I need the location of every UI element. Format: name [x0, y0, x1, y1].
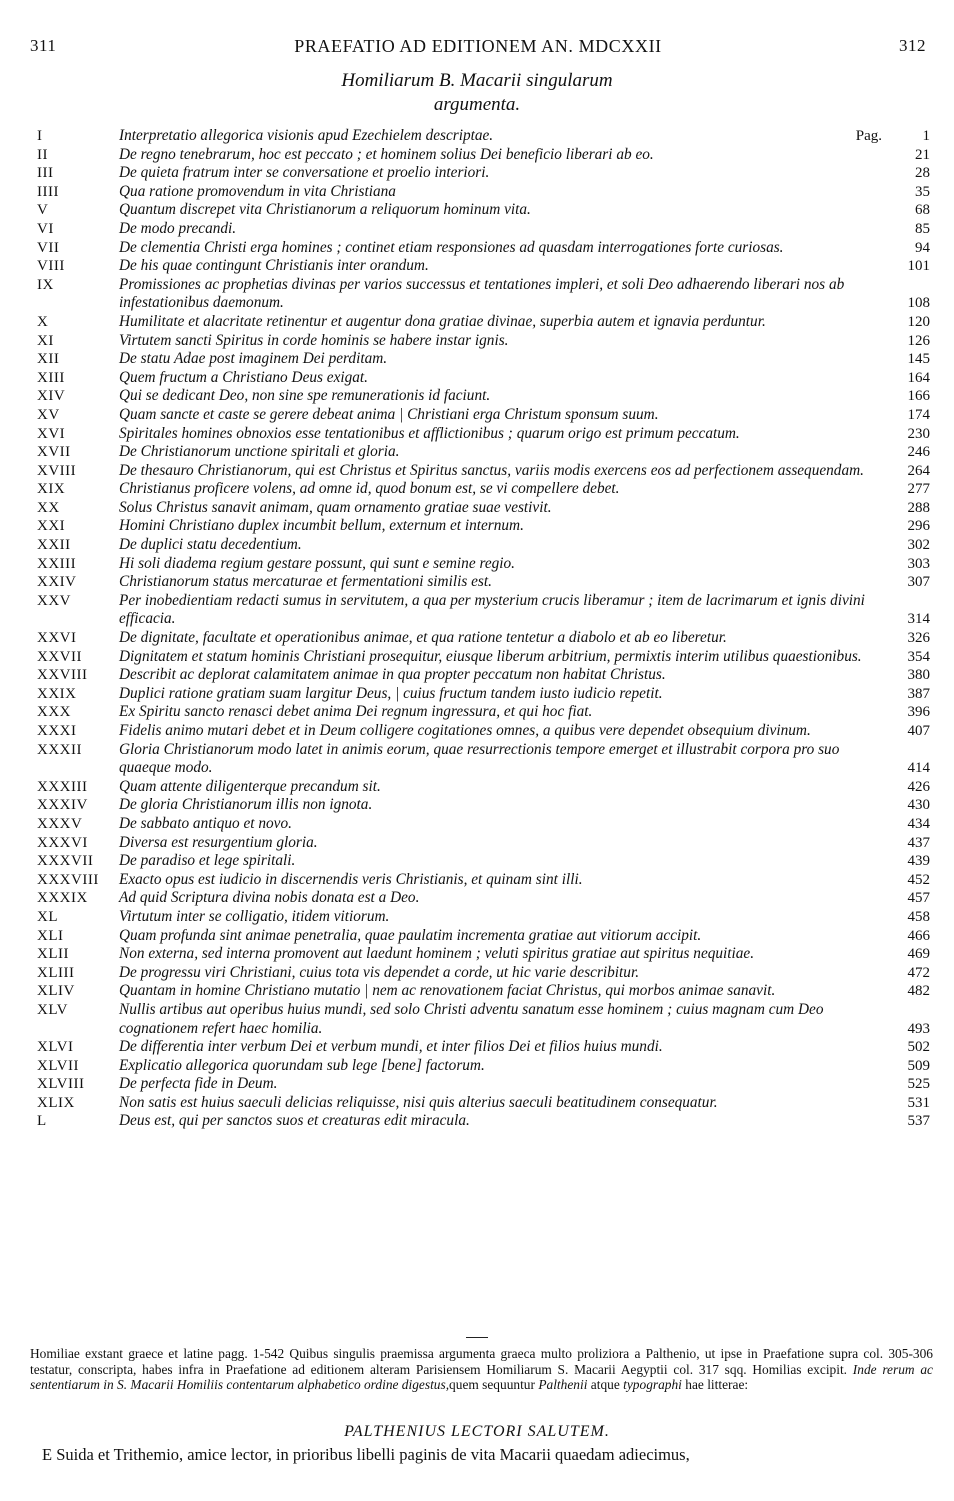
toc-entry: [37, 592, 930, 629]
page-reference: 430: [907, 797, 930, 814]
homily-number: XVI: [37, 425, 66, 442]
homily-number: XLIV: [37, 983, 75, 1000]
homily-summary: Diversa est resurgentium gloria.: [119, 833, 318, 851]
page-reference: 302: [907, 537, 930, 554]
page-reference: 414: [907, 760, 930, 777]
homily-summary: Homini Christiano duplex incumbit bellum, externum et internum.: [119, 517, 524, 535]
page-reference: 174: [907, 406, 930, 423]
homily-number: III: [37, 165, 54, 182]
page-reference: 354: [907, 648, 930, 665]
toc-entry: [37, 332, 930, 351]
homily-number: XLIX: [37, 1094, 75, 1111]
note-italic-2: Palthenii: [538, 1377, 588, 1393]
note-text-4: hae litterae:: [685, 1377, 749, 1393]
homily-number: X: [37, 313, 49, 330]
homily-number: I: [37, 128, 43, 144]
page-reference: 246: [907, 444, 930, 461]
toc-entry: [37, 666, 930, 685]
homily-summary: Quam sancte et caste se gerere debeat anima | Christiani erga Christum sponsum suum.: [119, 405, 659, 423]
homily-number: V: [37, 202, 49, 219]
homily-summary: Non satis est huius saeculi delicias reliquisse, nisi quis alterius saeculi beatitudinem consequatur.: [119, 1093, 718, 1111]
homily-summary: Qui se dedicant Deo, non sine spe remunerationis id faciunt.: [119, 387, 491, 405]
homily-number: XIV: [37, 388, 66, 405]
page-reference: 537: [907, 1113, 930, 1130]
homily-summary: Christianorum status mercaturae et fermentationi similis est.: [119, 573, 492, 591]
homily-number: XVII: [37, 444, 71, 461]
toc-entry: [37, 499, 930, 518]
toc-entry: [37, 462, 930, 481]
page-reference: 407: [907, 723, 930, 739]
homily-summary: De quieta fratrum inter se conversatione et proelio interiori.: [119, 164, 490, 182]
homily-number: XXXII: [37, 741, 82, 758]
homily-number: XLVII: [37, 1057, 79, 1074]
toc-entry: [37, 164, 930, 183]
homily-summary: De paradiso et lege spiritali.: [119, 852, 296, 870]
page-reference: 396: [907, 704, 930, 721]
toc-entry: [37, 573, 930, 592]
toc-entry: [37, 908, 930, 927]
homily-number: XXX: [37, 704, 71, 721]
toc-entry: [37, 1112, 930, 1131]
page-reference: 277: [907, 481, 930, 498]
toc-entry: [37, 815, 930, 834]
page-reference: 166: [907, 388, 930, 405]
homily-number: XXXIX: [37, 890, 88, 907]
homily-summary: Qua ratione promovendum in vita Christiana: [119, 182, 396, 200]
homily-summary: Promissiones ac prophetias divinas per varios successus et tentationes impleri, et soli Deo adhaerendo liberari nos ab infestationibus daemonum.: [119, 275, 845, 312]
body-text-line: E Suida et Trithemio, amice lector, in prioribus libelli paginis de vita Macarii quaedam adiecimus,: [42, 1445, 690, 1464]
toc-entry: [37, 1057, 930, 1076]
note-text: Homiliae exstant graece et latine pagg. 1-542 Quibus singulis praemissa argumenta graeca multo proliziora a Palthenio, ut ipse in Praefatione supra col. 305-306 testatur, conscripta, habes infra in Praefatione ad editionem alteram Parisiensem Homiliarum S. Macarii Aegyptii col. 317 sqq. Homilias excipit.: [30, 1346, 933, 1377]
page-reference: 35: [915, 183, 930, 200]
page-reference: 466: [907, 927, 930, 944]
toc-entry: [37, 1038, 930, 1057]
page-number-left: 311: [30, 36, 57, 55]
homily-summary: Exacto opus est iudicio in discernendis veris Christianis, et quinam sint illi.: [119, 870, 583, 888]
homily-number: XXII: [37, 537, 71, 554]
page-reference: 452: [907, 871, 930, 888]
homily-number: XXVII: [37, 648, 82, 665]
homily-summary: De perfecta fide in Deum.: [119, 1075, 278, 1093]
toc-entry: [37, 276, 930, 313]
toc-entry: [37, 443, 930, 462]
homily-number: XVIII: [37, 462, 77, 479]
page-reference: 387: [907, 685, 930, 702]
toc-entry: [37, 127, 930, 146]
homily-summary: Describit ac deplorat calamitatem animae in qua propter peccatum non habitat Christus.: [119, 666, 666, 684]
homily-number: IX: [37, 276, 54, 293]
page-reference: 509: [907, 1057, 930, 1074]
homily-summary: De dignitate, facultate et operationibus animae, et qua ratione tentetur a diabolo et ab eo liberetur.: [119, 629, 727, 647]
homily-number: XXXV: [37, 815, 83, 832]
toc-entry: [37, 871, 930, 890]
separator-rule: [466, 1337, 488, 1338]
toc-entry: [37, 406, 930, 425]
homily-number: XIII: [37, 369, 65, 386]
homily-number: VIII: [37, 258, 65, 275]
page-reference: 1: [922, 128, 930, 144]
note-italic-3: typographi: [623, 1377, 682, 1393]
toc-entry: [37, 927, 930, 946]
toc-entry: [37, 239, 930, 258]
homily-summary: Quam profunda sint animae penetralia, quae paulatim incrementa gratiae aut vitiorum accipit.: [119, 926, 702, 944]
homily-summary: De gloria Christianorum illis non ignota.: [119, 796, 373, 814]
homily-summary: Explicatio allegorica quorundam sub lege [bene] factorum.: [119, 1056, 485, 1074]
toc-entry: [37, 796, 930, 815]
note-text-3: atque: [590, 1377, 620, 1393]
page-reference: 264: [907, 462, 930, 479]
page-reference: 380: [907, 667, 930, 684]
homily-summary: Virtutum inter se colligatio, itidem vitiorum.: [119, 907, 390, 925]
page-reference: 434: [907, 815, 930, 832]
page-reference: 230: [907, 425, 930, 442]
homily-summary: De modo precandi.: [119, 219, 237, 237]
toc-entry: [37, 183, 930, 202]
homily-number: II: [37, 146, 48, 163]
homily-number: XXXVI: [37, 834, 88, 851]
homily-number: XLV: [37, 1001, 68, 1018]
homily-number: XXXVII: [37, 853, 94, 870]
toc-entry: [37, 741, 930, 778]
editorial-note: [30, 1346, 933, 1393]
page-reference: 502: [907, 1039, 930, 1056]
homily-summary: Nullis artibus aut operibus huius mundi, sed solo Christi adventu sanatum esse hominem ; cuius magnam cum Deo cognationem refert haec homilia.: [119, 1000, 824, 1037]
toc-entry: [37, 1001, 930, 1038]
section-title: [0, 69, 954, 117]
toc-entry: [37, 387, 930, 406]
homily-summary: De duplici statu decedentium.: [119, 536, 302, 554]
homily-number: IIII: [37, 183, 59, 200]
page-reference: 307: [907, 574, 930, 591]
page-number-right: 312: [899, 36, 926, 55]
homily-number: XII: [37, 351, 60, 368]
toc-entry: [37, 1075, 930, 1094]
homily-summary: De differentia inter verbum Dei et verbum mundi, et inter filios Dei et filios huius mundi.: [119, 1038, 663, 1056]
homily-summary: Quem fructum a Christiano Deus exigat.: [119, 368, 368, 386]
homily-number: XLIII: [37, 964, 75, 981]
toc-entry: [37, 778, 930, 797]
homily-number: XXXVIII: [37, 871, 99, 888]
page-reference: 482: [907, 983, 930, 1000]
toc-entry: [37, 982, 930, 1001]
homily-summary: Quantam in homine Christiano mutatio | nem ac renovationem faciat Christus, qui morbos animae sanavit.: [119, 982, 776, 1000]
homily-summary: Virtutem sancti Spiritus in corde hominis se habere instar ignis.: [119, 331, 509, 349]
pag-label: Pag.: [855, 128, 882, 144]
page-reference: 101: [907, 258, 930, 275]
page-reference: 85: [915, 220, 930, 237]
page-reference: 525: [907, 1076, 930, 1093]
homily-summary: Ad quid Scriptura divina nobis donata est a Deo.: [119, 889, 420, 907]
toc-entry: [37, 1094, 930, 1113]
toc-entry: [37, 629, 930, 648]
homily-number: XXIII: [37, 555, 77, 572]
toc-entry: [37, 555, 930, 574]
homily-summary: Humilitate et alacritate retinentur et augentur dona gratiae divinae, superbia autem et ignavia perduntur.: [119, 312, 766, 330]
page-reference: 439: [907, 853, 930, 870]
homily-number: XIX: [37, 481, 66, 498]
homily-number: XXIX: [37, 685, 77, 702]
homily-number: XLVIII: [37, 1076, 85, 1093]
homily-summary: De his quae contingunt Christianis inter orandum.: [119, 257, 429, 275]
homily-summary: De progressu viri Christiani, cuius tota vis dependet a corde, ut hic varie describitur.: [119, 963, 640, 981]
page-reference: 426: [907, 778, 930, 795]
toc-entry: [37, 536, 930, 555]
page-reference: 303: [907, 555, 930, 572]
page-reference: 21: [915, 146, 930, 163]
running-head: PRAEFATIO AD EDITIONEM AN. MDCXXII: [294, 36, 662, 56]
toc-entry: [37, 834, 930, 853]
toc-entry: [37, 685, 930, 704]
page-reference: 288: [907, 499, 930, 516]
page-reference: 94: [915, 239, 930, 256]
lector-heading: PALTHENIUS LECTORI SALUTEM.: [344, 1423, 610, 1440]
page-reference: 108: [907, 295, 930, 312]
homily-summary: Solus Christus sanavit animam, quam ornamento gratiae suae vestivit.: [119, 498, 552, 516]
homily-summary: Quantum discrepet vita Christianorum a reliquorum hominum vita.: [119, 201, 531, 219]
toc-entry: [37, 201, 930, 220]
page-reference: 145: [907, 351, 930, 368]
homily-summary: De sabbato antiquo et novo.: [119, 814, 292, 832]
page-reference: 457: [907, 890, 930, 907]
homily-number: XL: [37, 908, 58, 925]
page-reference: 458: [907, 908, 930, 925]
toc-entry: [37, 722, 930, 741]
homily-summary: De thesauro Christianorum, qui est Christus et Spiritus sanctus, variis modis exercens eos ad perfectionem assequendam.: [119, 461, 864, 479]
homily-number: VII: [37, 239, 60, 256]
toc-entry: [37, 852, 930, 871]
toc-entry: [37, 425, 930, 444]
homily-summary: Gloria Christianorum modo latet in animis eorum, quae resurrectionis tempore emerget et illustrabit corpora pro suo quaeque modo.: [119, 740, 840, 777]
homily-summary: De clementia Christi erga homines ; continet etiam responsiones ad quasdam interrogationes forte curiosas.: [119, 238, 784, 256]
page-reference: 469: [907, 946, 930, 963]
homily-summary: Per inobedientiam redacti sumus in servitutem, a qua per mysterium crucis liberamur ; item de lacrimarum et ignis divini efficacia.: [119, 591, 865, 628]
page-reference: 314: [907, 611, 930, 628]
page-reference: 164: [907, 369, 930, 386]
homily-summary: Spiritales homines obnoxios esse tentationibus et afflictionibus ; quarum origo est primum peccatum.: [119, 424, 740, 442]
homily-number: VI: [37, 220, 54, 237]
homily-number: XI: [37, 332, 54, 349]
toc-entry: [37, 220, 930, 239]
homily-number: XXIV: [37, 574, 77, 591]
toc-entry: [37, 369, 930, 388]
homily-summary: Non externa, sed interna promovent aut laedunt hominem ; veluti spiritus gratiae aut spiritus nequitiae.: [119, 945, 755, 963]
toc-entry: [37, 889, 930, 908]
note-text-2: quem sequuntur: [449, 1377, 535, 1393]
page-reference: 120: [907, 313, 930, 330]
homily-number: XLI: [37, 927, 64, 944]
homily-number: XXVI: [37, 630, 77, 647]
page-reference: 68: [915, 202, 930, 219]
toc-entry: [37, 313, 930, 332]
toc-entry: [37, 257, 930, 276]
homily-number: XV: [37, 406, 60, 423]
homily-number: XXV: [37, 592, 71, 609]
homily-summary: Christianus proficere volens, ad omne id, quod bonum est, se vi compellere debet.: [119, 480, 620, 498]
title-line-1: Homiliarum B. Macarii singularum: [341, 70, 613, 91]
page-reference: 326: [907, 630, 930, 647]
homily-summary: De Christianorum unctione spiritali et gloria.: [119, 443, 400, 461]
homily-summary: Duplici ratione gratiam suam largitur Deus, | cuius fructum tandem iusto iudicio repetit.: [119, 684, 663, 702]
homily-summary: Fidelis animo mutari debet et in Deum colligere cogitationes omnes, a quibus vere dependet obsequium divinum.: [119, 722, 811, 739]
homily-number: XLII: [37, 946, 69, 963]
homily-number: XX: [37, 499, 60, 516]
homily-number: XLVI: [37, 1039, 74, 1056]
page-reference: 437: [907, 834, 930, 851]
page-reference: 472: [907, 964, 930, 981]
toc-entry: [37, 703, 930, 722]
homily-number: XXXIII: [37, 778, 88, 795]
homily-summary: Ex Spiritu sancto renasci debet anima Dei regnum ingressura, et qui hoc fiat.: [119, 703, 593, 721]
homily-summary: Hi soli diadema regium gestare possunt, qui sunt e semine regio.: [119, 554, 515, 572]
homily-summary: Interpretatio allegorica visionis apud Ezechielem descriptae.: [119, 127, 494, 144]
homily-summary: Deus est, qui per sanctos suos et creaturas edit miracula.: [119, 1112, 470, 1130]
page-reference: 296: [907, 518, 930, 535]
toc-entry: [37, 517, 930, 536]
homily-summary: De regno tenebrarum, hoc est peccato ; et hominem solius Dei beneficio liberari ab eo.: [119, 145, 654, 163]
toc-entry: [37, 350, 930, 369]
homily-number: XXVIII: [37, 667, 88, 684]
homilies-table-of-contents: [37, 127, 930, 1131]
toc-entry: [37, 648, 930, 667]
homily-summary: Dignitatem et statum hominis Christiani prosequitur, eiusque liberum arbitrium, permixtis interim utilibus quaestionibus.: [119, 647, 862, 665]
homily-summary: De statu Adae post imaginem Dei perditam.: [119, 350, 388, 368]
title-line-2: argumenta.: [433, 94, 521, 115]
homily-number: XXXI: [37, 723, 77, 739]
page-reference: 126: [907, 332, 930, 349]
homily-number: L: [37, 1113, 47, 1130]
toc-entry: [37, 964, 930, 983]
page-reference: 531: [907, 1094, 930, 1111]
note-italic: Inde rerum ac sententiarum in S. Macarii Homiliis contentarum alphabetico ordine digestus,: [30, 1361, 933, 1393]
homily-number: XXI: [37, 518, 66, 535]
page-reference: 493: [907, 1020, 930, 1037]
toc-entry: [37, 146, 930, 165]
page-reference: 28: [915, 165, 930, 182]
homily-summary: Quam attente diligenterque precandum sit.: [119, 777, 381, 795]
homily-number: XXXIV: [37, 797, 88, 814]
toc-entry: [37, 480, 930, 499]
page-header: [30, 36, 926, 58]
toc-entry: [37, 945, 930, 964]
